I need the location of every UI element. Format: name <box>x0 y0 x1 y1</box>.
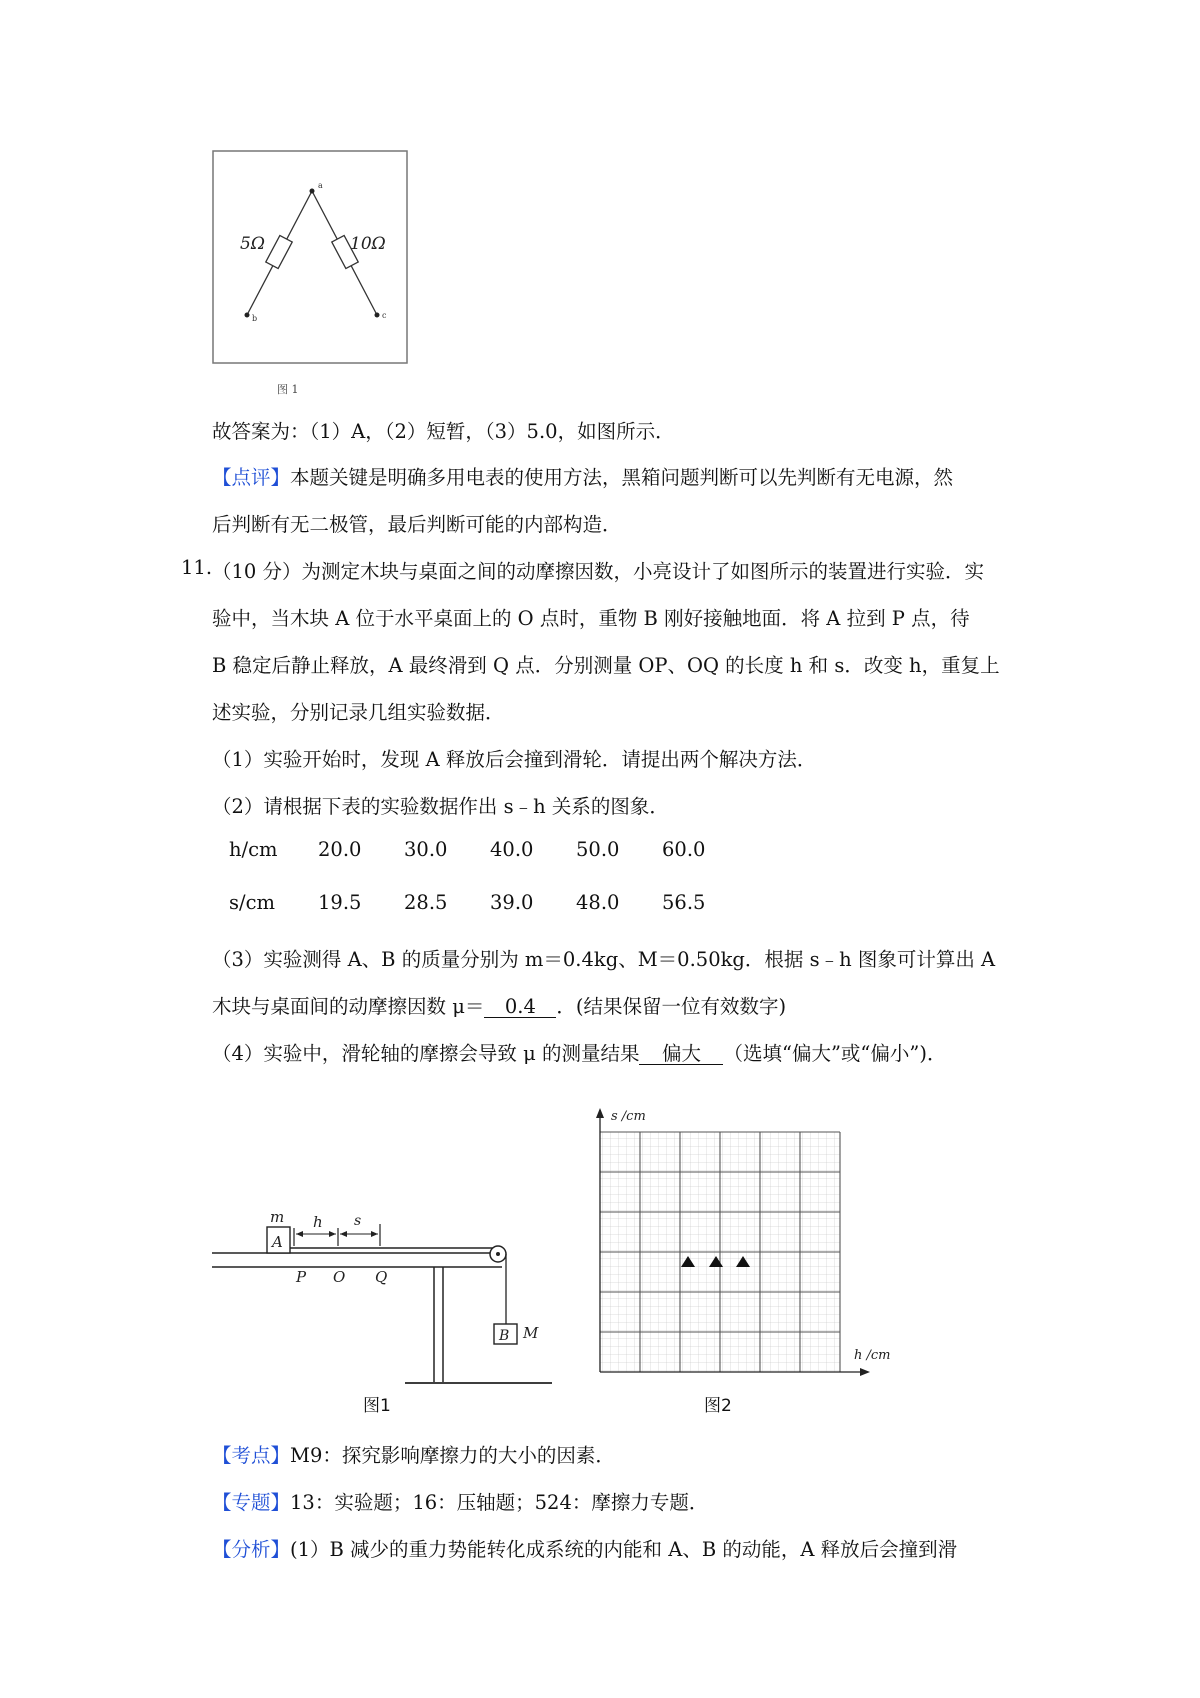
review-line-1 <box>212 462 953 490</box>
resistor-diagram <box>212 150 408 364</box>
table-header-s: s/cm <box>229 891 275 914</box>
q11-part-3-line-1: （3）实验测得 A、B 的质量分别为 m＝0.4kg、M＝0.50kg．根据 s﹣h 图象可计算出 A <box>212 948 996 971</box>
p3-text-pre: 木块与桌面间的动摩擦因数 μ＝ <box>212 995 485 1018</box>
figure-2-caption: 图2 <box>704 1396 732 1416</box>
review-text-1: 本题关键是明确多用电表的使用方法，黑箱问题判断可以先判断有无电源，然 <box>290 466 954 489</box>
table-cell: 30.0 <box>404 838 448 861</box>
apparatus-diagram <box>212 1210 572 1400</box>
label-p: P <box>296 1268 307 1286</box>
table-cell: 40.0 <box>490 838 534 861</box>
table-cell: 20.0 <box>318 838 362 861</box>
node-a-label: a <box>318 181 323 190</box>
x-axis-label: h /cm <box>854 1348 891 1363</box>
table-cell: 19.5 <box>318 891 362 914</box>
fenxi-line <box>212 1534 957 1562</box>
node-a <box>310 189 315 194</box>
answer-blank-bias: 偏大 <box>639 1043 723 1065</box>
node-b-label: b <box>252 314 258 323</box>
p4-text-post: （选填“偏大”或“偏小”)． <box>723 1042 947 1065</box>
figure-1-caption: 图1 <box>363 1396 391 1416</box>
q11-part-1: （1）实验开始时，发现 A 释放后会撞到滑轮．请提出两个解决方法． <box>212 748 817 771</box>
q11-line-1: （10 分）为测定木块与桌面之间的动摩擦因数，小亮设计了如图所示的装置进行实验．实 <box>212 560 985 583</box>
kaodian-text: M9：探究影响摩擦力的大小的因素． <box>290 1444 615 1467</box>
table-cell: 48.0 <box>576 891 620 914</box>
zhuanti-text: 13：实验题；16：压轴题；524：摩擦力专题． <box>290 1491 709 1514</box>
p4-text-pre: （4）实验中，滑轮轴的摩擦会导致 μ 的测量结果 <box>212 1042 640 1065</box>
label-big-m: M <box>523 1324 539 1342</box>
resistor-10-label: 10Ω <box>350 234 386 254</box>
table-cell: 60.0 <box>662 838 706 861</box>
answer-blank-mu: 0.4 <box>484 996 556 1018</box>
label-a: A <box>272 1233 283 1251</box>
q11-part-3-line-2 <box>212 991 786 1019</box>
label-b: B <box>499 1328 510 1344</box>
review-line-2: 后判断有无二极管，最后判断可能的内部构造． <box>212 513 622 536</box>
answer-q10: 故答案为：（1）A，（2）短暂，（3）5.0，如图所示． <box>212 420 675 443</box>
q11-part-4 <box>212 1038 946 1066</box>
node-c <box>375 313 380 318</box>
label-s: s <box>354 1213 362 1229</box>
resistor-5-ohm <box>266 235 292 268</box>
zhuanti-tag: 【专题】 <box>212 1491 291 1514</box>
table-cell: 39.0 <box>490 891 534 914</box>
question-11-number: 11. <box>181 556 213 579</box>
label-q: Q <box>375 1268 388 1286</box>
p3-text-post: ．(结果保留一位有效数字) <box>556 995 787 1018</box>
q11-line-3: B 稳定后静止释放，A 最终滑到 Q 点．分别测量 OP、OQ 的长度 h 和 s．改变 h，重复上 <box>212 654 1000 677</box>
label-h: h <box>313 1213 323 1231</box>
kaodian-line <box>212 1440 615 1468</box>
zhuanti-line <box>212 1487 708 1515</box>
review-tag: 【点评】 <box>212 466 291 489</box>
figure-1-apparatus <box>212 1210 572 1400</box>
kaodian-tag: 【考点】 <box>212 1444 291 1467</box>
table-cell: 50.0 <box>576 838 620 861</box>
q11-line-4: 述实验，分别记录几组实验数据． <box>212 701 505 724</box>
q11-part-2: （2）请根据下表的实验数据作出 s﹣h 关系的图象． <box>212 795 669 818</box>
table-cell: 56.5 <box>662 891 706 914</box>
y-axis-label: s /cm <box>611 1109 646 1124</box>
figure-resistor-network <box>212 150 408 364</box>
node-c-label: c <box>382 311 387 320</box>
table-cell: 28.5 <box>404 891 448 914</box>
fenxi-text: (1）B 减少的重力势能转化成系统的内能和 A、B 的动能，A 释放后会撞到滑 <box>290 1538 958 1561</box>
label-o: O <box>333 1268 346 1286</box>
grid-chart <box>586 1106 891 1376</box>
table-header-h: h/cm <box>229 838 278 861</box>
fenxi-tag: 【分析】 <box>212 1538 291 1561</box>
resistor-5-label: 5Ω <box>240 234 265 254</box>
node-b <box>245 313 250 318</box>
q11-line-2: 验中，当木块 A 位于水平桌面上的 O 点时，重物 B 刚好接触地面．将 A 拉到 P 点，待 <box>212 607 970 630</box>
figure-2-grid <box>586 1106 891 1376</box>
label-m: m <box>270 1208 285 1226</box>
figure-top-caption: 图 1 <box>277 383 299 396</box>
